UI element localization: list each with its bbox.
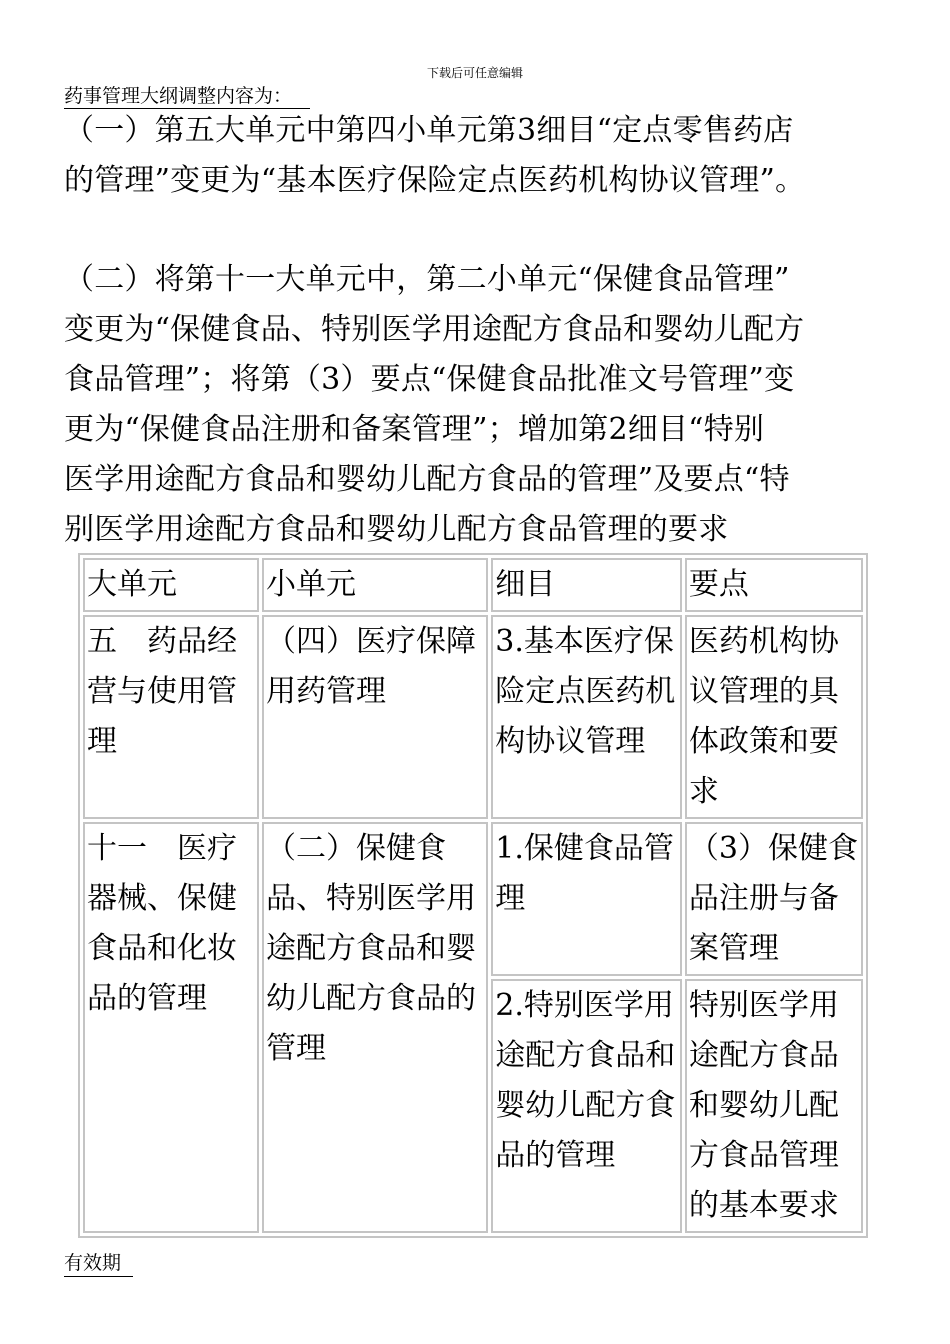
paragraph-2-line: 医学用途配方食品和婴幼儿配方食品的管理”及要点“特 [64,462,790,497]
cell-line: 器械、保健 [87,881,237,916]
table-row [83,615,863,819]
cell-item [491,615,682,819]
cell-line: 途配方食品和婴 [265,931,476,966]
cell-item [491,979,682,1233]
cell-line: 途配方食品和 [495,1038,676,1073]
cell-line: 婴幼儿配方食 [495,1088,676,1123]
cell-line: 幼儿配方食品的 [265,981,476,1016]
cell-line: 十一 医疗 [87,831,237,866]
cell-line: 特别医学用 [688,988,839,1023]
cell-line: （二）保健食 [265,831,446,866]
cell-line: 议管理的具 [688,674,839,709]
intro-heading: 药事管理大纲调整内容为： [64,84,310,109]
cell-unit [83,822,259,1233]
paragraph-2 [64,255,896,555]
paragraph-1-line: （一）第五大单元中第四小单元第3细目“定点零售药店 [64,113,794,148]
cell-line: 理 [87,724,117,759]
paragraph-2-line: 别医学用途配方食品和婴幼儿配方食品管理的要求 [64,512,729,547]
cell-line: 构协议管理 [495,724,646,759]
cell-point [685,615,863,819]
cell-line: 营与使用管 [87,674,237,709]
header-subunit: 小单元 [262,558,488,612]
paragraph-2-line: 食品管理”；将第（3）要点“保健食品批准文号管理”变 [64,362,795,397]
cell-line: （3）保健食 [688,831,858,866]
cell-line: 求 [688,774,719,809]
cell-line: 的基本要求 [688,1188,839,1223]
paragraph-2-line: （二）将第十一大单元中，第二小单元“保健食品管理” [64,262,790,297]
footer-validity-heading: 有效期 [64,1250,133,1277]
cell-line: 五 药品经 [87,624,237,659]
cell-line: 品注册与备 [688,881,839,916]
header-unit: 大单元 [83,558,259,612]
cell-line: 品的管理 [495,1138,616,1173]
paragraph-1-line: 的管理”变更为“基本医疗保险定点医药机构协议管理”。 [64,163,806,198]
cell-line: 3.基本医疗保 [495,624,674,659]
header-item: 细目 [491,558,682,612]
cell-line: 和婴幼儿配 [688,1088,839,1123]
cell-line: 1.保健食品管 [495,831,674,866]
paragraph-2-line: 更为“保健食品注册和备案管理”；增加第2细目“特别 [64,412,765,447]
cell-point [685,979,863,1233]
cell-line: 案管理 [688,931,779,966]
cell-line: 途配方食品 [688,1038,839,1073]
cell-line: 用药管理 [265,674,386,709]
header-note: 下载后可任意编辑 [426,66,523,80]
cell-subunit [262,615,488,819]
table-row [83,822,863,976]
cell-unit [83,615,259,819]
cell-line: 2.特别医学用 [495,988,674,1023]
paragraph-1 [64,106,896,206]
cell-subunit [262,822,488,1233]
cell-point [685,822,863,976]
cell-line: 方食品管理 [688,1138,839,1173]
cell-line: （四）医疗保障 [265,624,476,659]
cell-line: 品的管理 [87,981,207,1016]
cell-line: 险定点医药机 [495,674,676,709]
cell-item [491,822,682,976]
outline-table [78,553,868,1238]
header-point: 要点 [685,558,863,612]
cell-line: 体政策和要 [688,724,839,759]
table-header-row [83,558,863,612]
cell-line: 品、特别医学用 [265,881,476,916]
cell-line: 理 [495,881,526,916]
cell-line: 医药机构协 [688,624,839,659]
paragraph-2-line: 变更为“保健食品、特别医学用途配方食品和婴幼儿配方 [64,312,805,347]
cell-line: 食品和化妆 [87,931,237,966]
cell-line: 管理 [265,1031,326,1066]
